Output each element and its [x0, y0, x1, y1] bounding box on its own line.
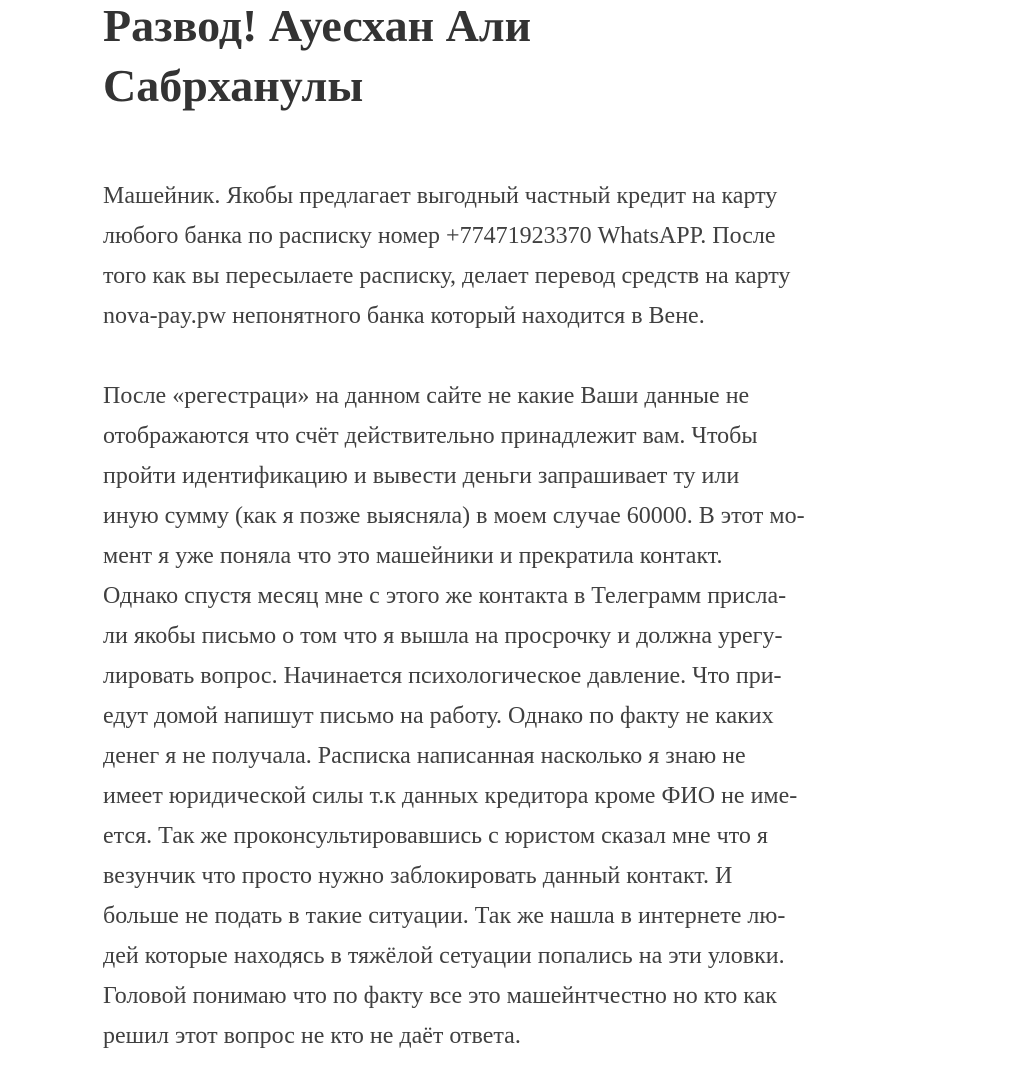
text-line: пройти идентификацию и вывести деньги запрашивает ту или: [103, 463, 740, 489]
text-line: мент я уже поняла что это машейники и прекратила контакт.: [103, 543, 723, 569]
text-line: После «регестраци» на данном сайте не какие Ваши данные не: [103, 383, 750, 409]
text-line: того как вы пересылаете расписку, делает перевод средств на карту: [103, 263, 791, 289]
text-line: любого банка по расписку номер +77471923370 WhatsAPP. После: [103, 223, 776, 249]
article-paragraph-2: [103, 376, 929, 1056]
text-line: денег я не получала. Расписка написанная насколько я знаю не: [103, 743, 746, 769]
article: [103, 0, 929, 1056]
text-line: едут домой напишут письмо на работу. Однако по факту не каких: [103, 703, 774, 729]
text-line: Сабрханулы: [103, 60, 364, 111]
text-line: Развод! Ауесхан Али: [103, 0, 532, 51]
text-line: ли якобы письмо о том что я вышла на просрочку и должна урегу-: [103, 623, 783, 649]
text-line: везунчик что просто нужно заблокировать данный контакт. И: [103, 863, 733, 889]
text-line: иную сумму (как я позже выясняла) в моем случае 60000. В этот мо-: [103, 503, 805, 529]
text-line: ется. Так же проконсультировавшись с юристом сказал мне что я: [103, 823, 768, 849]
text-line: больше не подать в такие ситуации. Так же нашла в интернете лю-: [103, 903, 786, 929]
text-line: Головой понимаю что по факту все это машейнтчестно но кто как: [103, 983, 777, 1009]
text-line: дей которые находясь в тяжёлой сетуации попались на эти уловки.: [103, 943, 785, 969]
text-line: Однако спустя месяц мне с этого же контакта в Телеграмм присла-: [103, 583, 787, 609]
text-line: отображаются что счёт действительно принадлежит вам. Чтобы: [103, 423, 758, 449]
text-line: nova-pay.pw непонятного банка который находится в Вене.: [103, 303, 705, 329]
text-line: имеет юридической силы т.к данных кредитора кроме ФИО не име-: [103, 783, 798, 809]
article-paragraph-1: [103, 176, 929, 336]
text-line: решил этот вопрос не кто не даёт ответа.: [103, 1023, 521, 1049]
page-title: [103, 0, 929, 116]
text-line: Машейник. Якобы предлагает выгодный частный кредит на карту: [103, 183, 778, 209]
text-line: лировать вопрос. Начинается психологическое давление. Что при-: [103, 663, 782, 689]
